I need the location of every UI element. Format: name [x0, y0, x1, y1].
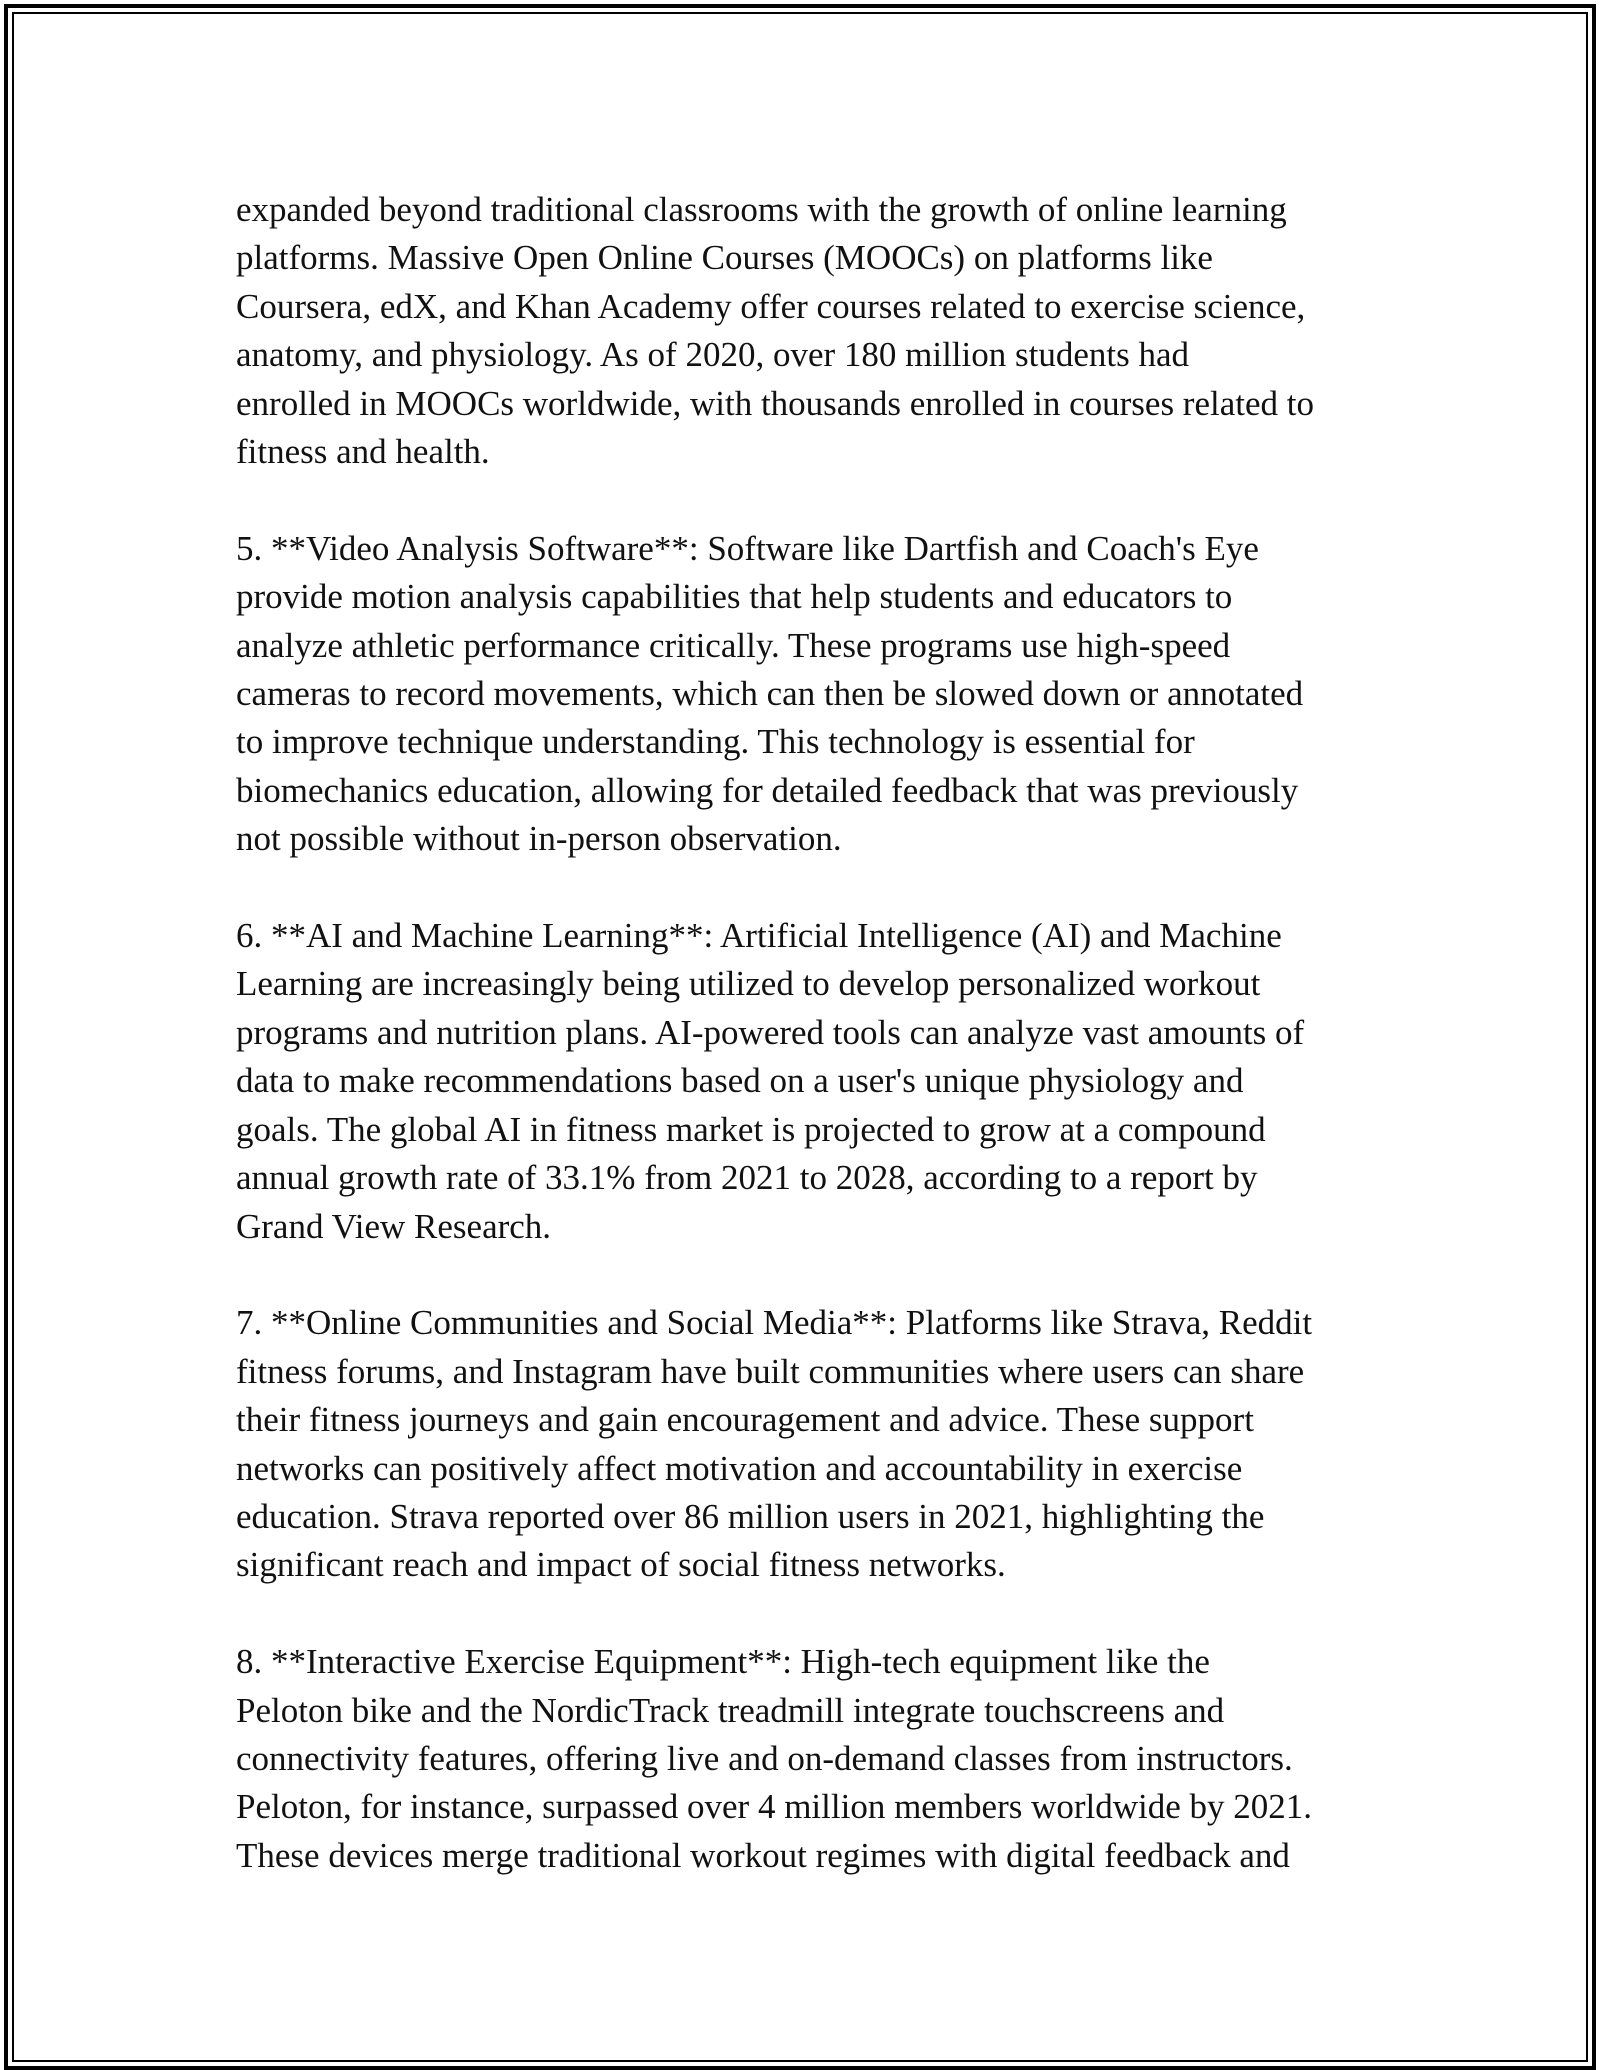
paragraph-ai-machine-learning: 6. **AI and Machine Learning**: Artificial Intelligence (AI) and Machine Learning are increasingly being utilized to develop personalized workout programs and nutrition plans. AI-powered tools can analyze vast amounts of data to make recommendations based on a user's unique physiology and goals. The global AI in fitness market is projected to grow at a compound annual growth rate of 33.1% from 2021 to 2028, according to a report by Grand View Research. [236, 916, 1305, 1246]
paragraph-video-analysis: 5. **Video Analysis Software**: Software like Dartfish and Coach's Eye provide motion analysis capabilities that help students and educators to analyze athletic performance critically. These programs use high-speed cameras to record movements, which can then be slowed down or annotated to improve technique understanding. This technology is essential for biomechanics education, allowing for detailed feedback that was previously not possible without in-person observation. [236, 528, 1304, 859]
document-body [236, 186, 1416, 1880]
paragraph-online-communities: 7. **Online Communities and Social Media**: Platforms like Strava, Reddit fitness forums, and Instagram have built communities where users can share their fitness journeys and gain encouragement and advice. These support networks can positively affect motivation and accountability in exercise education. Strava reported over 86 million users in 2021, highlighting the significant reach and impact of social fitness networks. [236, 1303, 1313, 1585]
paragraph-online-learning: expanded beyond traditional classrooms with the growth of online learning platforms. Massive Open Online Courses (MOOCs) on platforms like Coursera, edX, and Khan Academy offer courses related to exercise science, anatomy, and physiology. As of 2020, over 180 million students had enrolled in MOOCs worldwide, with thousands enrolled in courses related to fitness and health. [236, 190, 1314, 472]
paragraph-interactive-equipment: 8. **Interactive Exercise Equipment**: High-tech equipment like the Peloton bike and the NordicTrack treadmill integrate touchscreens and connectivity features, offering live and on-demand classes from instructors. Peloton, for instance, surpassed over 4 million members worldwide by 2021. These devices merge traditional workout regimes with digital feedback and [236, 1642, 1313, 1875]
